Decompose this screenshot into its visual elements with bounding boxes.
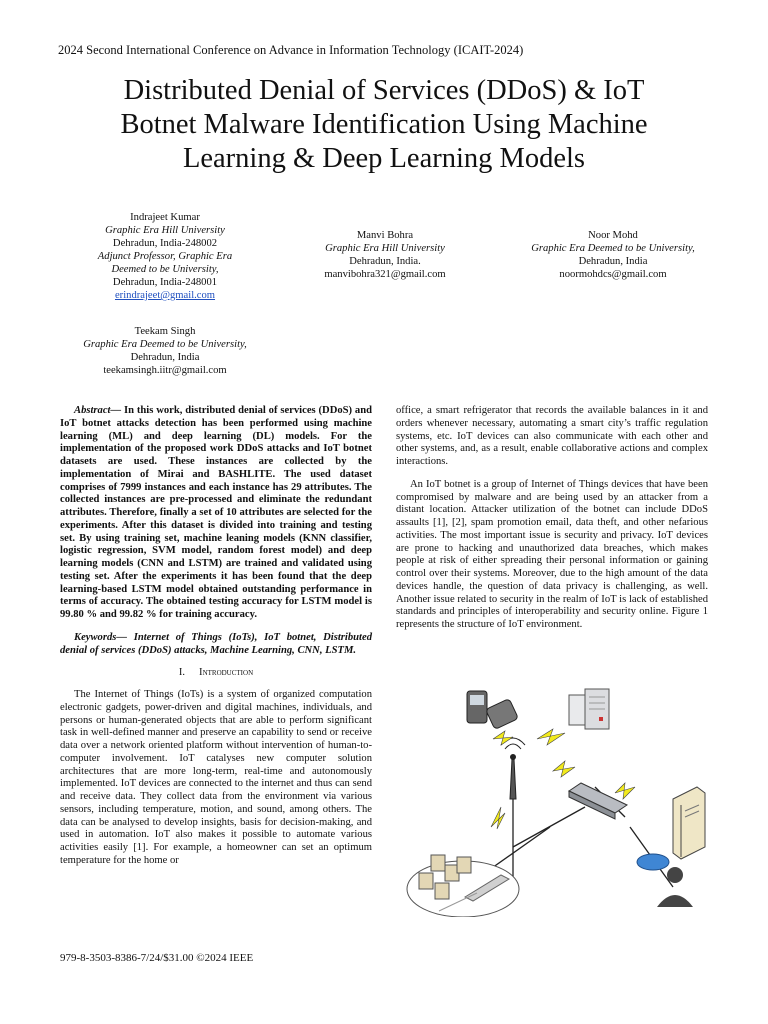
author-location: Dehradun, India	[130, 352, 200, 363]
author-email: noormohdcs@gmail.com	[559, 269, 667, 280]
author-location: Dehradun, India-248001	[112, 277, 218, 288]
author-affiliation: Graphic Era Deemed to be University,	[531, 243, 695, 254]
author-affiliation: Adjunct Professor, Graphic Era	[97, 251, 233, 262]
intro-paragraph-2: An IoT botnet is a group of Internet of Things devices that have been compromised by malware and are being used by an attacker from a distant location. Attacker utilization of the botnet can include DDoS assaults [1], [2], spam promotion email, data theft, and other nefarious activities. The most important issue is security and privacy. IoT devices are prone to hacking and unauthorized data breaches, which makes people at risk of either spreading their personal information or gaining control over their systems. Moreover, due to the high amount of the data devices handle, the question of data privacy is challenging, as well. Another issue related to security in the realm of IoT is lack of established standards and principles of interoperability and security online. Figure 1 represents the structure of IoT environment.	[396, 478, 708, 630]
title-line: Learning & Deep Learning Models	[182, 143, 586, 174]
intro-paragraph-continued: office, a smart refrigerator that records the available balances in it and orders whenever necessary, automating a smart city’s traffic regulation systems, etc. IoT devices can also communicate with each other and other systems, and, as a result, enable collaborative actions and complex interactions.	[396, 405, 708, 467]
keywords	[60, 632, 372, 658]
server-icon	[569, 689, 609, 729]
section-title: Introduction	[199, 667, 254, 679]
keywords-text: Internet of Things (IoTs), IoT botnet, Distributed denial of services (DDoS) attacks, Machine Learning, CNN, LSTM.	[60, 631, 372, 656]
paper-title	[60, 74, 708, 176]
author-block-4	[45, 325, 285, 377]
author-name: Manvi Bohra	[356, 230, 414, 241]
abstract-text: In this work, distributed denial of services (DDoS) and IoT botnet attacks detection has been performed using machine learning (ML) and deep learning (DL) models. For the implementation of the proposed work DDoS attacks and IoT botnet datasets are used. These instances are collected by the implementation of Mirai and BASHLITE. The used dataset comprises of 7999 instances and each instance has 29 attributes. The collected instances are pre-processed and eliminate the redundant attributes. Therefore, finally a set of 10 attributes are selected for the experiments. After this dataset is divided into training and testing set. By using training set, machine leaning models (KNN classifier, logistic regression, SVM model, random forest model) and deep learning models (CNN and LSTM) are trained and validated using testing set. After the experiments it has been found that the deep learning-based LSTM model obtained outstanding performance in terms of accuracy. The obtained testing accuracy for LSTM model is 99.80 % and 99.82 % for training accuracy.	[60, 405, 373, 620]
author-affiliation: Graphic Era Hill University	[325, 243, 445, 254]
iot-structure-figure	[405, 687, 715, 922]
right-column	[396, 405, 708, 632]
keywords-label: Keywords—	[74, 631, 127, 643]
device-cluster	[407, 855, 519, 917]
author-block-3	[508, 229, 718, 281]
mobile-phone-icon	[467, 691, 518, 729]
abstract	[60, 405, 372, 622]
author-affiliation: Graphic Era Deemed to be University,	[83, 339, 247, 350]
network-switch-icon	[569, 783, 627, 819]
title-line: Distributed Denial of Services (DDoS) & IoT	[123, 75, 645, 106]
author-name: Indrajeet Kumar	[130, 212, 200, 223]
author-location: Dehradun, India-248002	[112, 238, 218, 249]
author-name: Teekam Singh	[134, 326, 196, 337]
author-name: Noor Mohd	[588, 230, 638, 241]
desktop-computer-icon	[673, 787, 705, 859]
author-email: teekamsingh.iitr@gmail.com	[103, 365, 227, 376]
left-column	[60, 405, 372, 868]
author-block-2	[280, 229, 490, 281]
author-block-1	[60, 211, 270, 302]
footer-copyright: 979-8-3503-8386-7/24/$31.00 ©2024 IEEE	[60, 952, 254, 964]
title-line: Botnet Malware Identification Using Machine	[120, 109, 648, 140]
author-email: manvibohra321@gmail.com	[324, 269, 446, 280]
section-heading-introduction	[60, 667, 372, 680]
abstract-label: Abstract—	[74, 405, 122, 416]
intro-paragraph-1: The Internet of Things (IoTs) is a system of organized computation electronic gadgets, power-driven and digital machines, individuals, and persons or human-generated objects that are able to perform significant task in well-defined manner and preserve an capability to send or receive data over a network oriented platform without intervention of human-to-computer involvement. IoT catalyses new computer solution architectures that are more long-term, real-time and autonomously implemented. IoT devices are connected to the internet and thus can send and receive data. They collect data from the environment via various sensors, including temperature, motion, and sound, among others. The data can be analysed to develop insights, basis for decision-making, and used in automation. IoT also makes it possible to automate various activities easily [1]. For example, a homeowner can set an optimum temperature for the home or	[60, 689, 372, 866]
author-affiliation: Graphic Era Hill University	[105, 225, 225, 236]
conference-header: 2024 Second International Conference on Advance in Information Technology (ICAIT-2024)	[58, 43, 524, 57]
author-location: Dehradun, India	[578, 256, 648, 267]
author-affiliation: Deemed to be University,	[111, 264, 219, 275]
author-location: Dehradun, India.	[349, 256, 421, 267]
author-email-link[interactable]: erindrajeet@gmail.com	[114, 290, 216, 301]
section-number: I.	[178, 667, 186, 679]
wireless-antenna-icon	[501, 738, 525, 799]
